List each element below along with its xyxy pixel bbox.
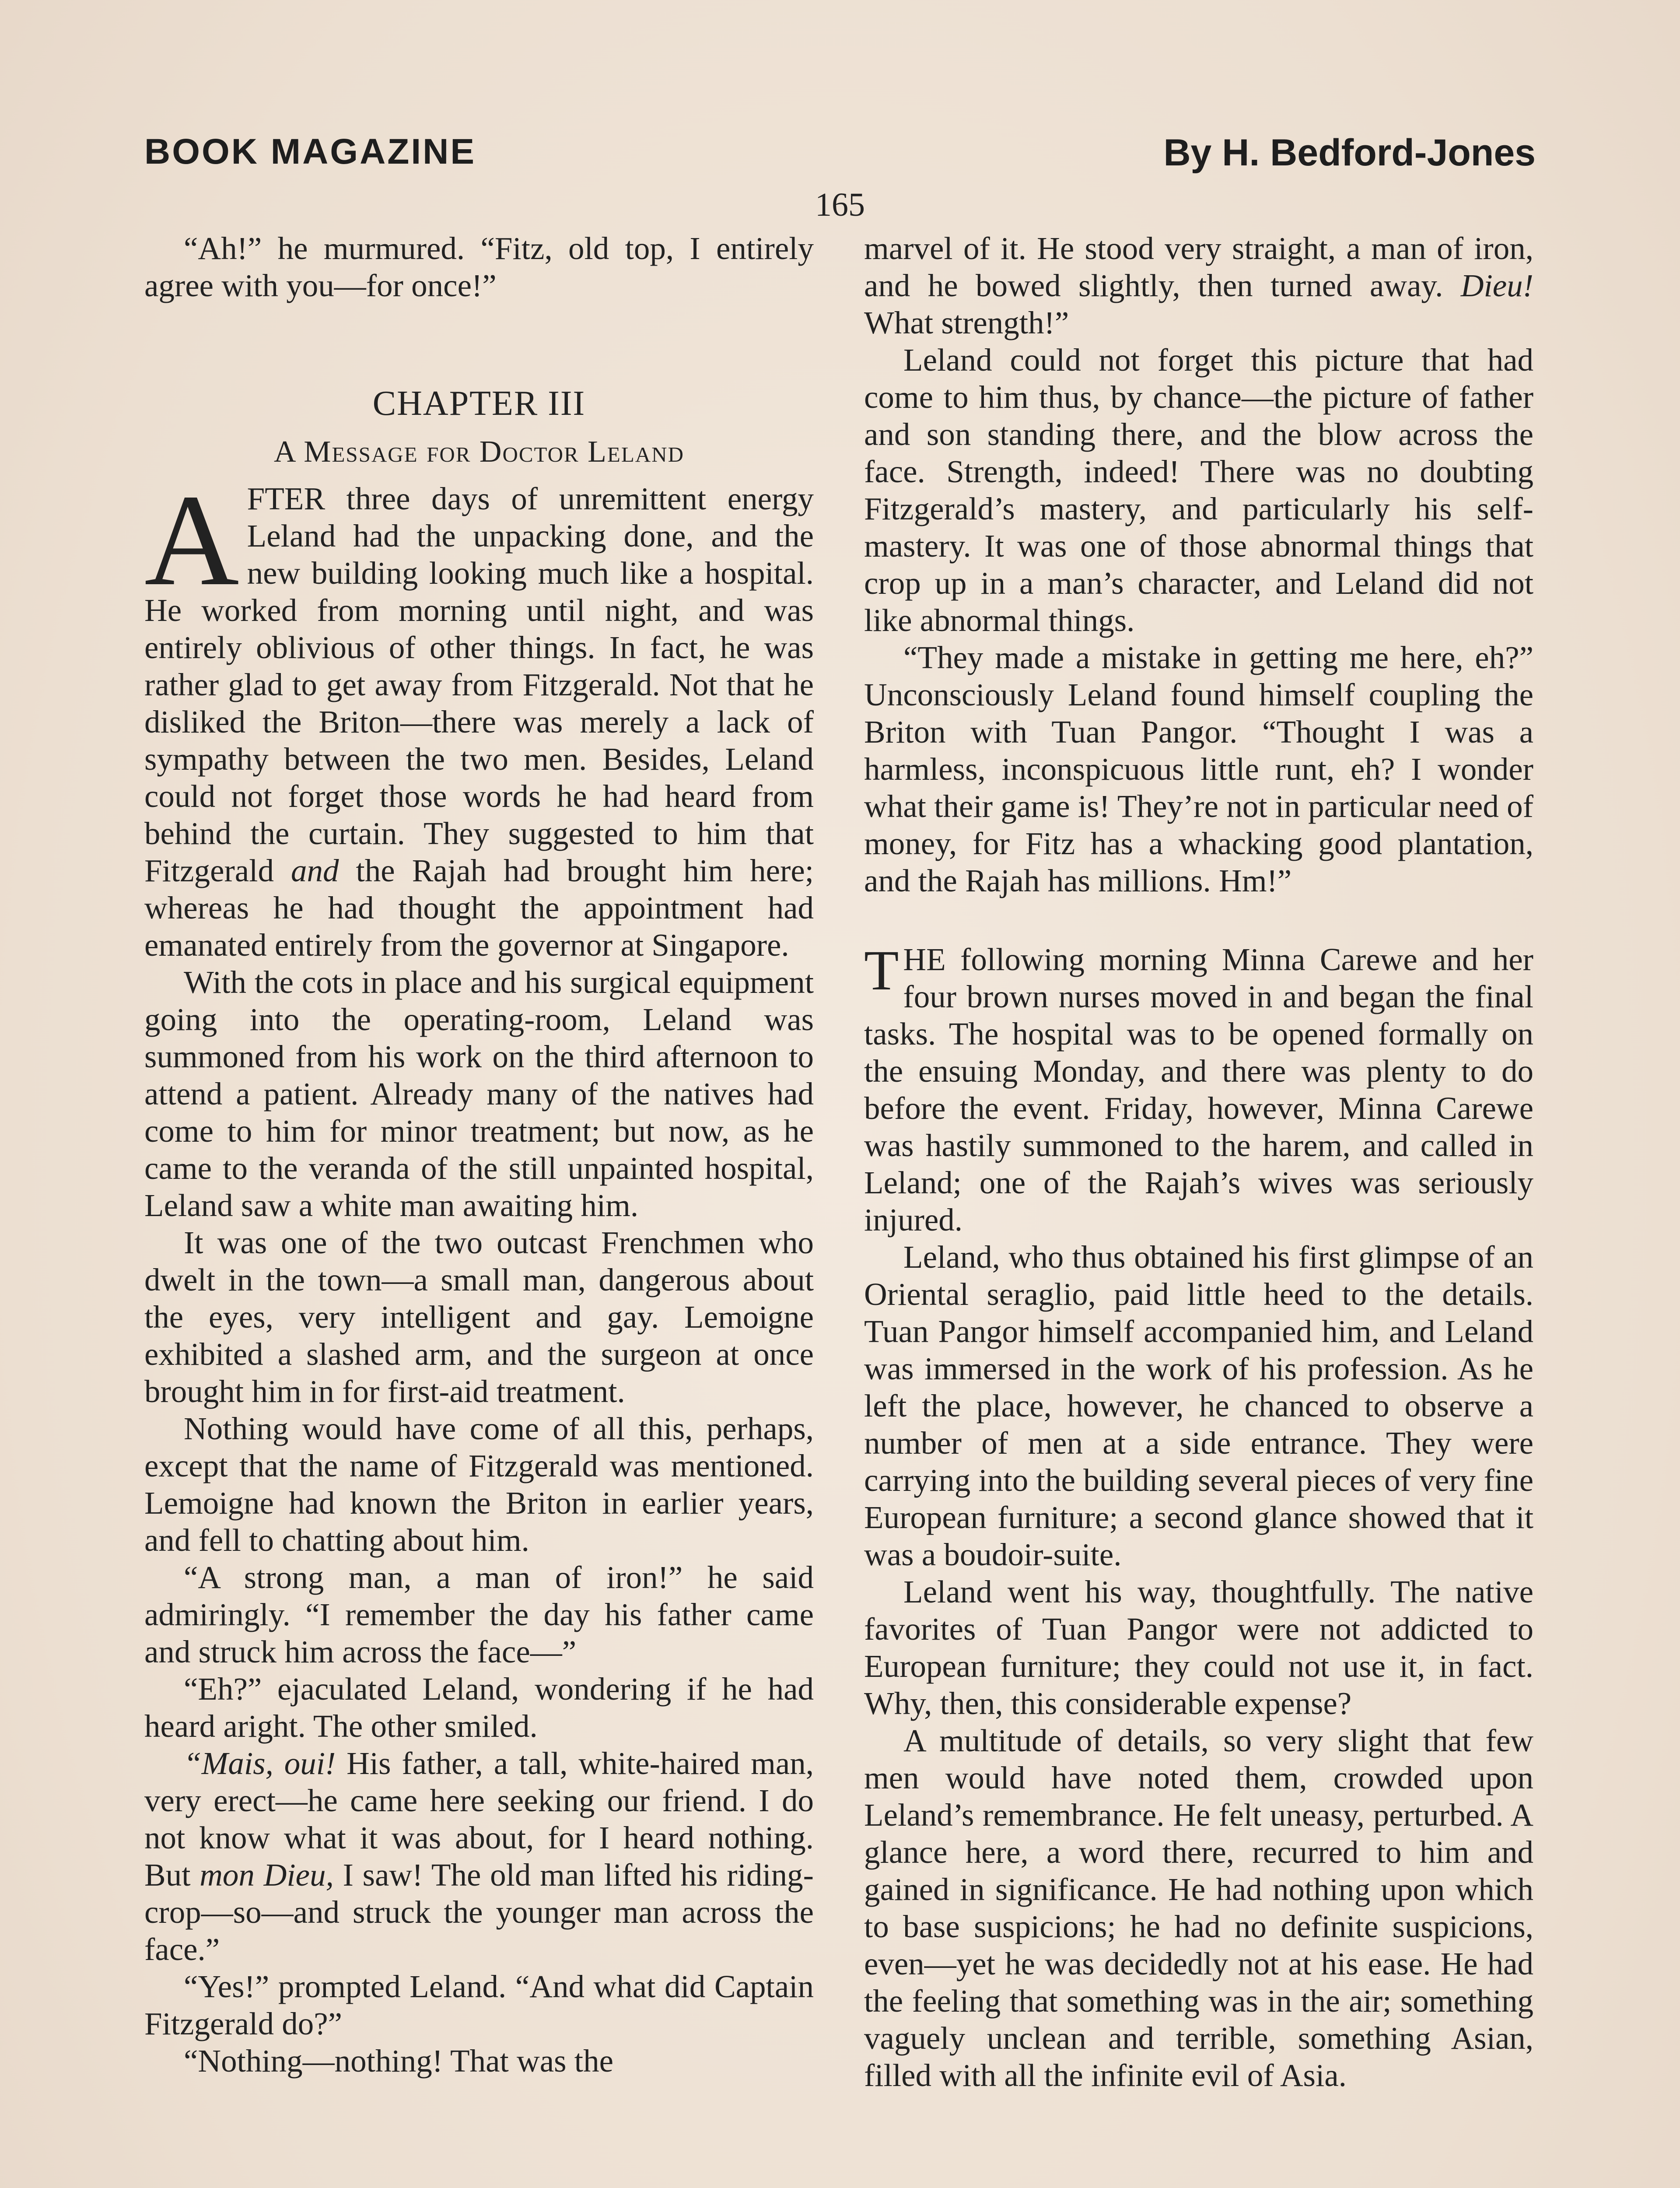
drop-cap: A (144, 467, 239, 613)
paragraph: Leland could not forget this picture that had come to him thus, by chance—the picture of father and son standing there, and the blow across the face. Strength, indeed! There was no doubting Fitzgerald’s mastery, and particularly his self-mastery. It was one of those abnormal things that crop up in a man’s character, and Leland did not like abnormal things. (864, 342, 1533, 638)
paragraph: Leland went his way, thoughtfully. The native favorites of Tuan Pangor were not addicted to European furniture; they could not use it, in fact. Why, then, this considerable expense? (864, 1574, 1533, 1721)
emphasis-text: and (290, 853, 339, 888)
paragraph-text: FTER three days of unremittent energy Leland had the unpacking done, and the new building looking much like a hospital. He worked from morning until night, and was entirely oblivious of other things. In fact, he was rather glad to get away from Fitzgerald. Not that he disliked the Briton—there was merely a lack of sympathy between the two men. Besides, Leland could not forget those words he had heard from behind the curtain. They suggested to him that Fitzgerald (144, 481, 814, 888)
right-column (864, 230, 1533, 2094)
emphasis-text: mon Dieu, (200, 1857, 334, 1893)
paragraph: “Nothing—nothing! That was the (184, 2043, 613, 2079)
paragraph-text: What strength!” (864, 305, 1069, 340)
paragraph: Nothing would have come of all this, perhaps, except that the name of Fitzgerald was mentioned. Lemoigne had known the Briton in earlier years, and fell to chatting about him. (144, 1411, 814, 1558)
paragraph (144, 467, 814, 964)
paragraph: “A strong man, a man of iron!” he said admiringly. “I remember the day his father came and struck him across the face—” (144, 1560, 814, 1669)
paragraph: “They made a mistake in getting me here, eh?” Unconsciously Leland found himself coupling the Briton with Tuan Pangor. “Thought I was a harmless, inconspicuous little runt, eh? I wonder what their game is! They’re not in particular need of money, for Fitz has a whacking good plantation, and the Rajah has millions. Hm!” (864, 640, 1533, 898)
paragraph: It was one of the two outcast Frenchmen who dwelt in the town—a small man, dangerous about the eyes, very intelligent and gay. Lemoigne exhibited a slashed arm, and the surgeon at once brought him in for first-aid treatment. (144, 1225, 814, 1409)
paragraph-intro: “Ah!” he murmured. “Fitz, old top, I entirely agree with you—for once!” (144, 231, 814, 303)
paragraph: Leland, who thus obtained his first glimpse of an Oriental seraglio, paid little heed to the details. Tuan Pangor himself accompanied him, and Leland was immersed in the work of his profession. As he left the place, however, he chanced to observe a number of men at a side entrance. They were carrying into the building several pieces of very fine European furniture; a second glance showed that it was a boudoir-suite. (864, 1239, 1533, 1572)
drop-cap: T (864, 939, 899, 1002)
paragraph (864, 941, 1533, 1238)
paragraph-text: His father, a tall, white-haired man, very erect—he came here seeking our friend. I do not know what it was about, for I heard nothing. But (144, 1746, 814, 1893)
paragraph: “Eh?” ejaculated Leland, wondering if he had heard aright. The other smiled. (144, 1671, 814, 1744)
paragraph-text: HE following morning Minna Carewe and her four brown nurses moved in and began the final tasks. The hospital was to be opened formally on the ensuing Monday, and there was plenty to do before the event. Friday, however, Minna Carewe was hastily summoned to the harem, and called in Leland; one of the Rajah’s wives was seriously injured. (864, 942, 1533, 1238)
paragraph-text: I saw! The old man lifted his riding-crop—so—and struck the younger man across the face.” (144, 1857, 814, 1967)
paragraph: With the cots in place and his surgical equipment going into the operating-room, Leland was summoned from his work on the third afternoon to attend a patient. Already many of the natives had come to him for minor treatment; but now, as he came to the veranda of the still unpainted hospital, Leland saw a white man awaiting him. (144, 964, 814, 1223)
paragraph (864, 230, 1533, 341)
section-break (864, 899, 1533, 941)
running-header-title: BOOK MAGAZINE (144, 132, 476, 172)
chapter-subtitle: A Message for Doctor Leland (274, 435, 684, 469)
paragraph (144, 1745, 814, 1968)
emphasis-text: “Mais, oui! (184, 1746, 336, 1781)
paragraph-text: marvel of it. He stood very straight, a man of iron, and he bowed slightly, then turned away. (864, 231, 1533, 303)
paragraph-text: the Rajah had brought him here; whereas he had thought the appointment had emanated entirely from the governor at Singapore. (144, 853, 814, 963)
paragraph: “Yes!” prompted Leland. “And what did Captain Fitzgerald do?” (144, 1969, 814, 2041)
emphasis-text: Dieu! (1460, 268, 1533, 303)
paragraph: A multitude of details, so very slight that few men would have noted them, crowded upon Leland’s remembrance. He felt uneasy, perturbed. A glance here, a word there, recurred to him and gained in significance. He had nothing upon which to base suspicions; he had no definite suspicions, even—yet he was decidedly not at his ease. He had the feeling that something was in the air; something vaguely unclean and terrible, something Asian, filled with all the infinite evil of Asia. (864, 1723, 1533, 2093)
left-column (144, 230, 814, 2079)
running-header-author: By H. Bedford-Jones (1163, 132, 1536, 174)
page-number: 165 (815, 186, 865, 223)
chapter-heading: CHAPTER III (372, 384, 586, 423)
